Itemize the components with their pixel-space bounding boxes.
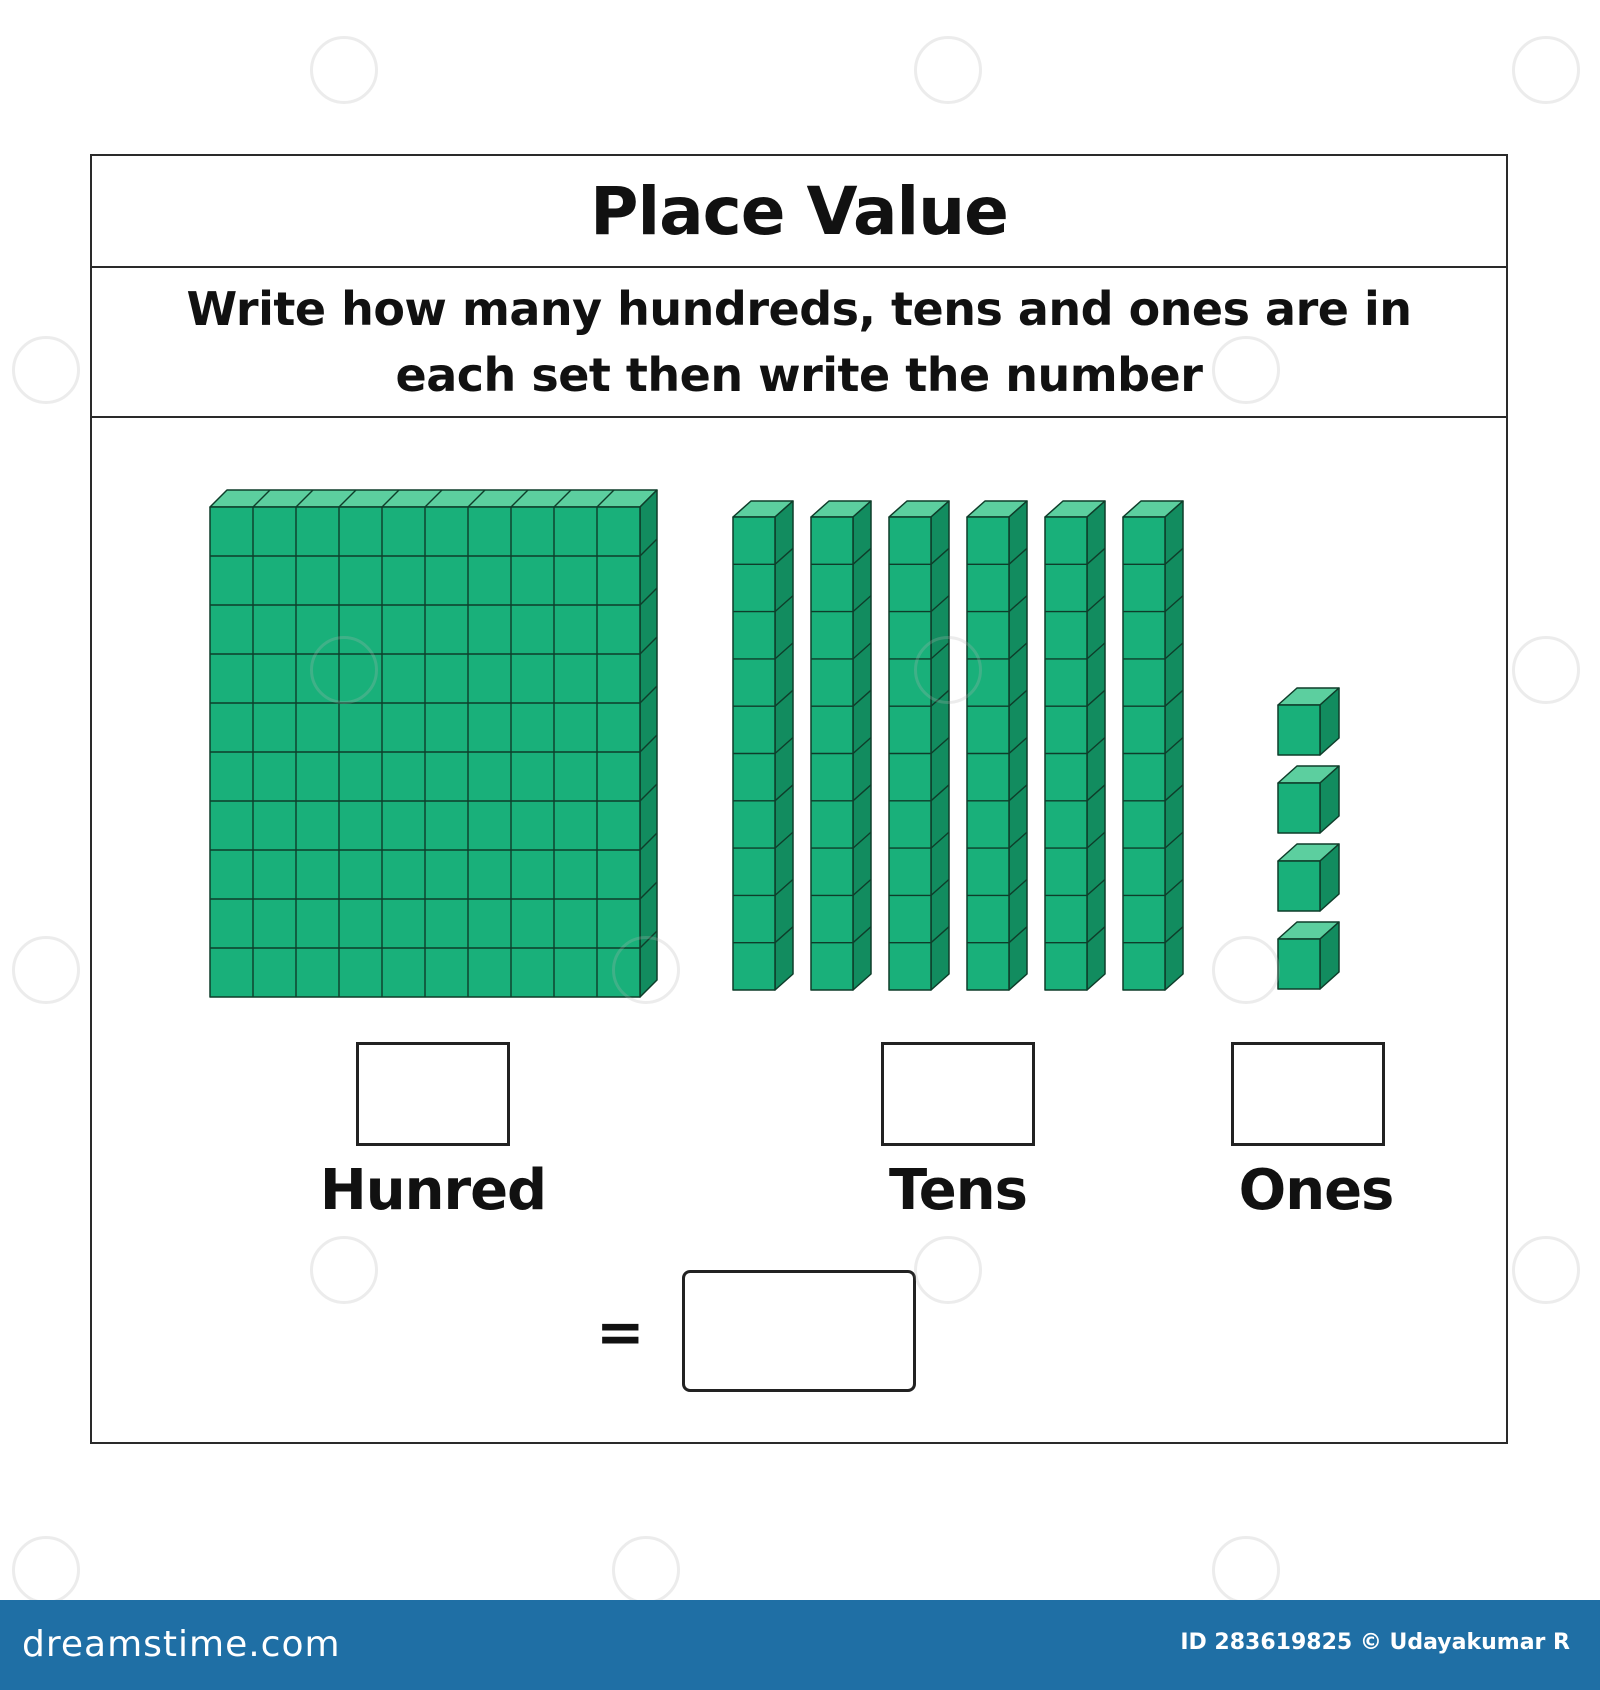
watermark-swirl [310, 36, 378, 104]
watermark-swirl [914, 36, 982, 104]
ones-label: Ones [1238, 1158, 1394, 1223]
one-cube-front-face [1278, 861, 1320, 911]
watermark-swirl [1512, 1236, 1580, 1304]
watermark-swirl [1212, 1536, 1280, 1604]
footer-bar [0, 1600, 1600, 1690]
equals-sign: = [596, 1298, 645, 1366]
instruction-line-2: each set then write the number [395, 348, 1203, 402]
watermark-swirl [612, 1536, 680, 1604]
watermark-swirl [1212, 336, 1280, 404]
watermark-swirl [1212, 936, 1280, 1004]
watermark-swirl [310, 636, 378, 704]
one-cube-front-face [1278, 939, 1320, 989]
worksheet-title: Place Value [590, 172, 1008, 250]
watermark-swirl [12, 336, 80, 404]
watermark-swirl [12, 1536, 80, 1604]
tens-label: Tens [889, 1158, 1027, 1223]
footer-image-credit: ID 283619825 © Udayakumar R [1180, 1630, 1570, 1655]
instruction-line-1: Write how many hundreds, tens and ones are in [186, 282, 1412, 336]
watermark-swirl [914, 636, 982, 704]
footer-logo[interactable]: dreamstime.com [22, 1624, 341, 1665]
one-cube-front-face [1278, 783, 1320, 833]
watermark-swirl [12, 936, 80, 1004]
watermark-swirl [1512, 636, 1580, 704]
tens-answer-box[interactable] [881, 1042, 1035, 1146]
watermark-swirl [914, 1236, 982, 1304]
watermark-swirl [612, 936, 680, 1004]
hundreds-answer-box[interactable] [356, 1042, 510, 1146]
one-cube-front-face [1278, 705, 1320, 755]
hundreds-label: Hunred [319, 1158, 547, 1223]
number-answer-box[interactable] [682, 1270, 916, 1392]
ones-answer-box[interactable] [1231, 1042, 1385, 1146]
watermark-swirl [310, 1236, 378, 1304]
watermark-swirl [1512, 36, 1580, 104]
